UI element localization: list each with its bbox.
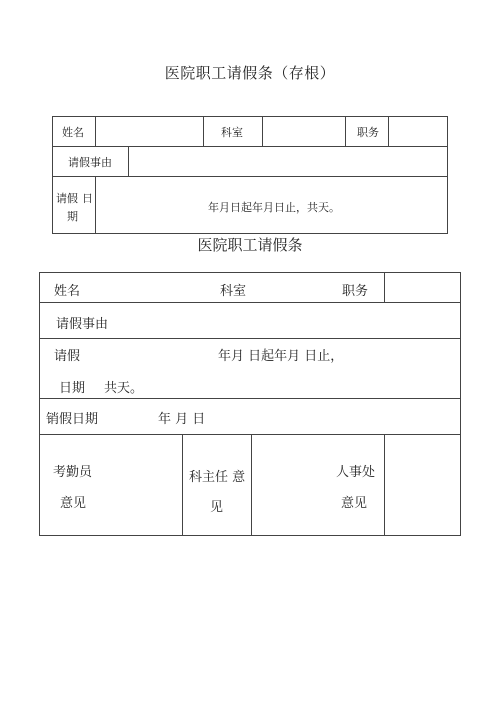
stub-date-label-2: 日 (82, 192, 93, 205)
form-position-label: 职务 (342, 284, 369, 299)
hr-opinion-line1: 人事处 (336, 465, 376, 480)
stub-dept-label: 科室 (221, 126, 243, 139)
form-cancel-date: 年 月 日 (158, 412, 206, 427)
stub-date-text: 年月日起年月日止，共天。 (208, 201, 340, 214)
form-name-label: 姓名 (54, 284, 81, 299)
form-title: 医院职工请假条 (197, 236, 303, 254)
director-opinion-line2: 见 (210, 500, 224, 515)
stub-position-label: 职务 (357, 126, 379, 139)
stub-reason-label: 请假事由 (68, 156, 112, 169)
form-period-label: 日期 (59, 381, 86, 396)
form-cancel-label: 销假日期 (46, 412, 99, 427)
stub-date-label-1: 请假 (56, 192, 78, 205)
form-reason-label: 请假事由 (56, 317, 109, 332)
form-dept-label: 科室 (220, 284, 247, 299)
stub-date-label-3: 期 (67, 210, 78, 223)
form-leave-label: 请假 (54, 349, 81, 364)
attendance-opinion-line1: 考勤员 (53, 465, 93, 480)
hr-opinion-line2: 意见 (341, 496, 368, 511)
stub-title: 医院职工请假条（存根） (164, 64, 336, 82)
attendance-opinion-line2: 意见 (60, 496, 87, 511)
stub-name-label: 姓名 (62, 126, 84, 139)
form-leave-range: 年月 日起年月 日止， (218, 349, 344, 364)
director-opinion-line1: 科主任 意 (189, 470, 246, 485)
form-total-days: 共天。 (104, 381, 144, 396)
